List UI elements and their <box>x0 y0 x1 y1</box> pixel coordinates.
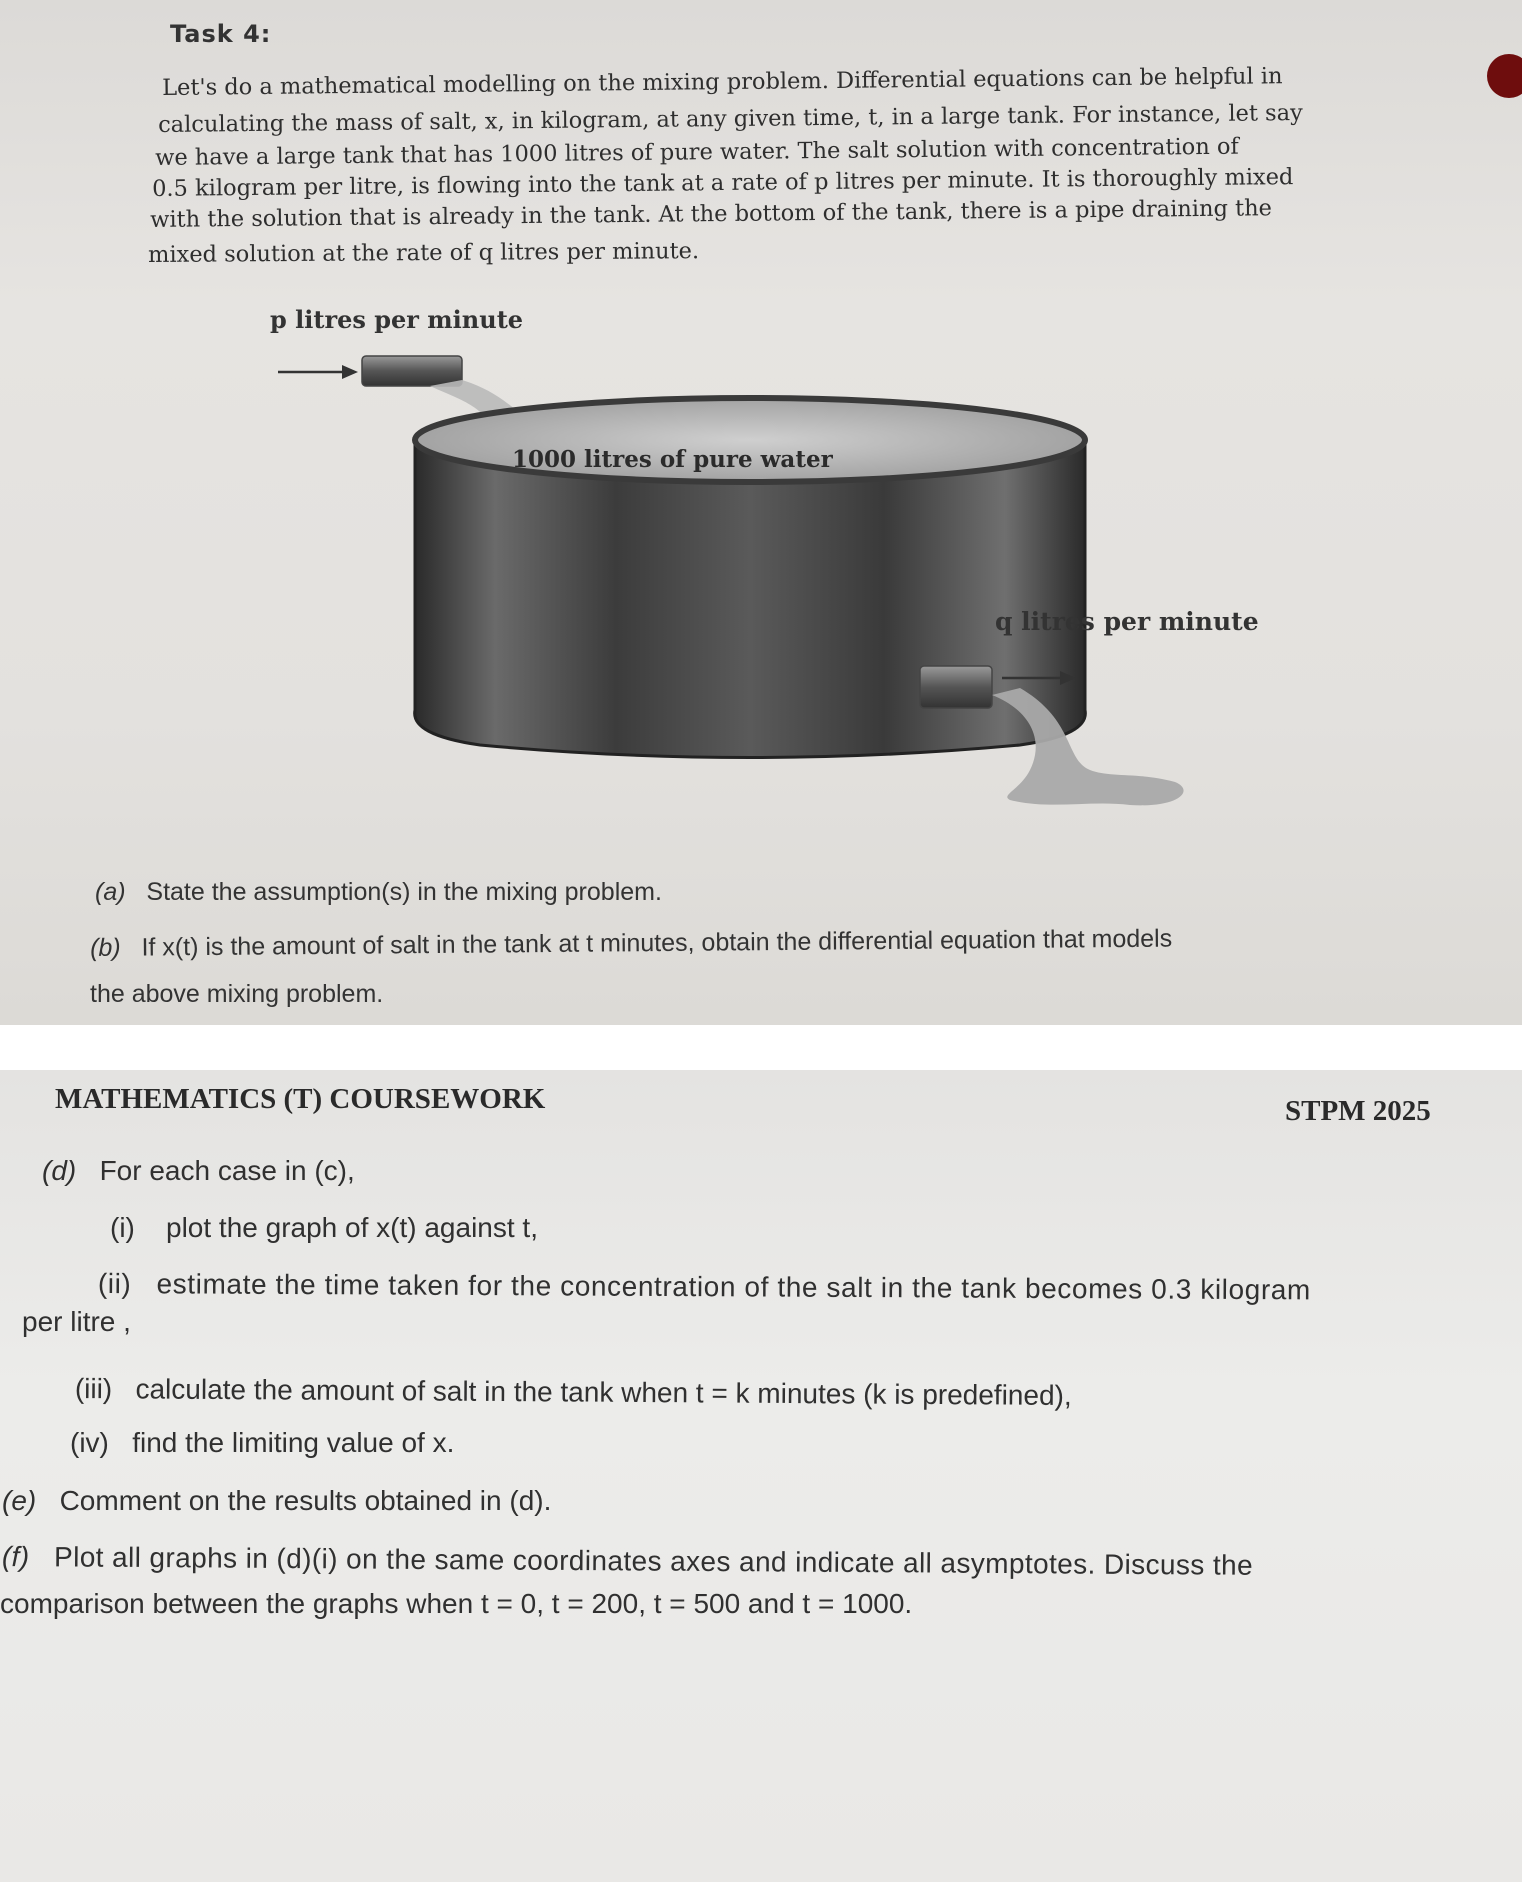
question-e-text: Comment on the results obtained in (d). <box>59 1485 552 1516</box>
inflow-label: p litres per minute <box>270 305 524 334</box>
sub-question-ii <box>98 1268 1311 1306</box>
sub-iv-text: find the limiting value of x. <box>132 1427 455 1458</box>
sub-ii-line2: per litre , <box>22 1306 131 1337</box>
question-e <box>2 1485 551 1517</box>
sub-i-text: plot the graph of x(t) against t, <box>166 1212 538 1243</box>
sub-ii-label: (ii) <box>97 1268 132 1300</box>
sub-question-i <box>110 1212 538 1244</box>
paragraph-line: we have a large tank that has 1000 litres of pure water. The salt solution with concentration of <box>155 133 1239 171</box>
paragraph-line: mixed solution at the rate of q litres per minute. <box>148 238 700 268</box>
tank-body <box>415 440 1086 758</box>
sub-question-iv <box>70 1427 454 1459</box>
question-a-text: State the assumption(s) in the mixing problem. <box>146 878 662 906</box>
tank-label: 1000 litres of pure water <box>512 446 833 473</box>
question-a <box>95 878 662 907</box>
tank-diagram <box>230 290 1300 830</box>
sub-iv-label: (iv) <box>70 1427 109 1458</box>
sub-iii-text: calculate the amount of salt in the tank when t = k minutes (k is predefined), <box>135 1373 1072 1411</box>
question-f-label: (f) <box>1 1541 30 1573</box>
question-b-line1: If x(t) is the amount of salt in the tank at t minutes, obtain the differential equation that models <box>141 924 1173 962</box>
header-coursework: MATHEMATICS (T) COURSEWORK <box>55 1083 546 1115</box>
outflow-stream <box>992 688 1184 805</box>
question-b-line2: the above mixing problem. <box>90 980 384 1008</box>
outflow-pipe <box>920 666 992 708</box>
red-marker-dot <box>1487 54 1522 98</box>
question-e-label: (e) <box>2 1485 37 1516</box>
paragraph-line: calculating the mass of salt, x, in kilogram, at any given time, t, in a large tank. For instance, let say <box>158 100 1303 138</box>
question-f-line2: comparison between the graphs when t = 0, t = 200, t = 500 and t = 1000. <box>0 1588 913 1619</box>
page-separator <box>0 1025 1522 1070</box>
sub-ii-line1: estimate the time taken for the concentration of the salt in the tank becomes 0.3 kilogram <box>156 1268 1311 1306</box>
inflow-pipe <box>362 356 462 386</box>
question-a-label: (a) <box>95 878 126 906</box>
question-d-text: For each case in (c), <box>99 1155 355 1186</box>
question-b-label: (b) <box>90 933 121 962</box>
task-title: Task 4: <box>170 20 272 48</box>
paragraph-line: with the solution that is already in the tank. At the bottom of the tank, there is a pipe draining the <box>150 195 1273 233</box>
tank-illustration <box>230 290 1300 830</box>
sub-iii-label: (iii) <box>74 1373 113 1405</box>
question-b <box>90 925 1172 963</box>
paragraph-line: 0.5 kilogram per litre, is flowing into the tank at a rate of p litres per minute. It is thoroughly mixed <box>152 164 1294 202</box>
question-f-line1: Plot all graphs in (d)(i) on the same coordinates axes and indicate all asymptotes. Discuss the <box>53 1541 1254 1581</box>
inflow-arrow-icon <box>278 365 358 379</box>
question-d <box>42 1155 355 1187</box>
question-d-label: (d) <box>42 1155 77 1186</box>
bottom-page-photo <box>0 1070 1522 1882</box>
outflow-label: q litres per minute <box>995 607 1259 636</box>
header-stpm: STPM 2025 <box>1285 1095 1431 1127</box>
paragraph-line: Let's do a mathematical modelling on the mixing problem. Differential equations can be helpful in <box>162 63 1283 101</box>
sub-i-label: (i) <box>110 1212 135 1243</box>
